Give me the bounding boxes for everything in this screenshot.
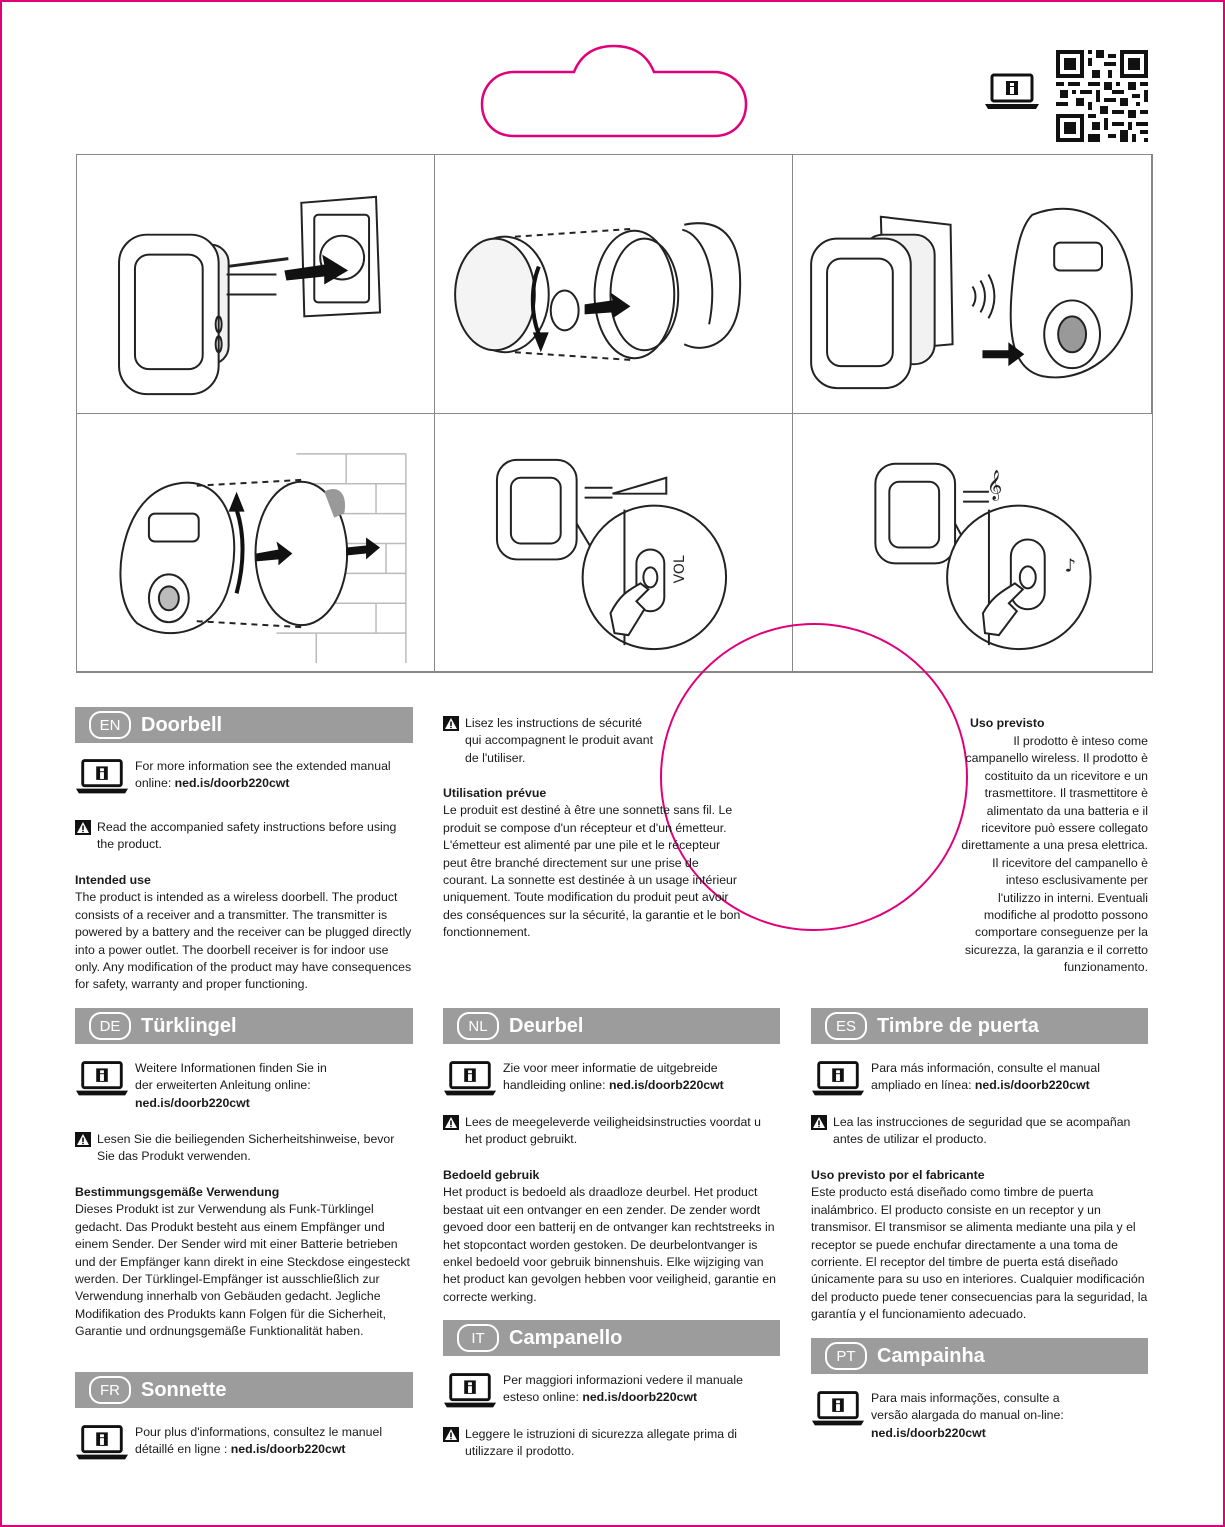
section-header-it bbox=[443, 1320, 780, 1356]
laptop-info-icon bbox=[984, 73, 1040, 111]
section-header-de bbox=[75, 1008, 413, 1044]
intended-heading: Bedoeld gebruik bbox=[443, 1168, 540, 1182]
intended-heading: Bestimmungsgemäße Verwendung bbox=[75, 1185, 280, 1199]
intended-text: Dieses Produkt ist zur Verwendung als Funk-Türklingel gedacht. Das Produkt besteht aus einem Empfänger und einem Sender. Der Sender wird mit einer Batterie betrieben und der Empfänger kann direkt in eine Steckdose eingesteckt werden. Der Türklingel-Empfänger ist ausschließlich zur Verwendung innerhalb von Gebäuden gedacht. Jegliche Modifikation des Produkts kann Folgen für die Sicherheit, Garantie und ordnungsgemäße Funktionalität haben. bbox=[75, 1202, 410, 1339]
intended-use-de bbox=[75, 1184, 415, 1341]
section-title: Doorbell bbox=[141, 713, 223, 736]
section-header-nl bbox=[443, 1008, 780, 1044]
svg-text:♪: ♪ bbox=[1064, 555, 1077, 577]
warning-text: Read the accompanied safety instructions before using the product. bbox=[97, 820, 397, 852]
info-block-pt bbox=[811, 1390, 1148, 1442]
intended-use-nl bbox=[443, 1167, 780, 1306]
lang-badge: DE bbox=[89, 1012, 131, 1040]
intended-use-es bbox=[811, 1167, 1148, 1324]
figure-mount-transmitter bbox=[77, 414, 435, 672]
laptop-info-icon bbox=[443, 1060, 497, 1098]
lang-badge: ES bbox=[825, 1012, 867, 1040]
qr-code-icon bbox=[1056, 50, 1148, 142]
manual-link[interactable]: ned.is/doorb220cwt bbox=[871, 1425, 986, 1440]
section-header-fr bbox=[75, 1372, 413, 1408]
warning-triangle-icon bbox=[75, 820, 91, 835]
manual-link[interactable]: ned.is/doorb220cwt bbox=[974, 1078, 1090, 1093]
laptop-info-icon bbox=[443, 1372, 497, 1410]
warning-es bbox=[811, 1114, 1148, 1149]
info-text: Weitere Informationen finden Sie in der erweiterten Anleitung online: bbox=[135, 1061, 327, 1093]
figure-plug-receiver bbox=[77, 155, 435, 414]
info-block-en bbox=[75, 758, 413, 796]
intended-text: Het product is bedoeld als draadloze deurbel. Het product bestaat uit een ontvanger en een zender. De zender wordt gevoed door een batterij en de ontvanger kan rechtstreeks in het stopcontact worden gestoken. De deurbelontvanger is enkel bedoeld voor gebruik binnenshuis. Elke wijziging van het product kan gevolgen hebben voor veiligheid, garantie en correcte werking. bbox=[443, 1185, 776, 1304]
manual-link[interactable]: ned.is/doorb220cwt bbox=[608, 1078, 724, 1093]
warning-triangle-icon bbox=[443, 716, 459, 731]
info-block-nl bbox=[443, 1060, 780, 1098]
section-header-es bbox=[811, 1008, 1148, 1044]
intended-heading: Intended use bbox=[75, 873, 151, 887]
manual-link[interactable]: ned.is/doorb220cwt bbox=[582, 1390, 698, 1405]
info-text: Zie voor meer informatie de uitgebreide handleiding online: bbox=[503, 1061, 718, 1093]
warning-de bbox=[75, 1131, 413, 1166]
hanger-outline bbox=[478, 44, 750, 140]
intended-heading: Utilisation prévue bbox=[443, 786, 547, 800]
lang-badge: NL bbox=[457, 1012, 499, 1040]
intended-use-fr bbox=[443, 785, 743, 942]
laptop-info-icon bbox=[75, 1424, 129, 1462]
intended-text-it-wrap bbox=[810, 733, 1148, 977]
lang-badge: EN bbox=[89, 711, 131, 739]
section-header-en bbox=[75, 707, 413, 743]
section-title: Campanello bbox=[509, 1326, 623, 1349]
section-title: Türklingel bbox=[141, 1014, 237, 1037]
manual-link[interactable]: ned.is/doorb220cwt bbox=[174, 776, 290, 791]
figure-volume-button bbox=[435, 414, 793, 672]
warning-text: Lisez les instructions de sécurité qui accompagnent le produit avant de l'utiliser. bbox=[465, 716, 653, 765]
warning-it bbox=[443, 1426, 780, 1461]
info-block-it bbox=[443, 1372, 780, 1410]
info-text: Pour plus d'informations, consultez le manuel détaillé en ligne : bbox=[135, 1425, 383, 1457]
figure-insert-battery bbox=[435, 155, 793, 414]
intended-heading: Uso previsto bbox=[970, 716, 1045, 730]
section-title: Campainha bbox=[877, 1344, 985, 1367]
illustration-grid bbox=[76, 154, 1153, 673]
info-text: Para más información, consulte el manual ampliado en línea: bbox=[871, 1061, 1100, 1093]
vol-label: VOL bbox=[672, 555, 689, 584]
lang-badge: IT bbox=[457, 1324, 499, 1352]
section-header-pt bbox=[811, 1338, 1148, 1374]
warning-triangle-icon bbox=[75, 1132, 91, 1147]
svg-text:𝄞: 𝄞 bbox=[986, 470, 1003, 501]
warning-text: Leggere le istruzioni di sicurezza allegate prima di utilizzare il prodotto. bbox=[465, 1427, 738, 1459]
info-block-fr bbox=[75, 1424, 413, 1462]
lang-badge: PT bbox=[825, 1342, 867, 1370]
laptop-info-icon bbox=[75, 1060, 129, 1098]
section-title: Deurbel bbox=[509, 1014, 584, 1037]
warning-text: Lees de meegeleverde veiligheidsinstructies voordat u het product gebruikt. bbox=[465, 1115, 761, 1147]
warning-fr bbox=[443, 715, 653, 767]
intended-text: Le produit est destiné à être une sonnette sans fil. Le produit se compose d'un récepteur et d'un émetteur. L'émetteur est alimenté par une pile et le récepteur peut être branché directement sur une prise de courant. La sonnette est destinée à un usage intérieur uniquement. Toute modification du produit peut avoir des conséquences sur la sécurité, la garantie et le bon fonctionnement. bbox=[443, 803, 741, 940]
manual-link[interactable]: ned.is/doorb220cwt bbox=[230, 1442, 346, 1457]
laptop-info-icon bbox=[75, 758, 129, 796]
warning-triangle-icon bbox=[811, 1115, 827, 1130]
intended-text: Este producto está diseñado como timbre de puerta inalámbrico. El producto consiste en un receptor y un transmisor. El transmisor se alimenta mediante una pila y el receptor se puede enchufar directamente a una toma de corriente. El receptor del timbre de puerta está diseñado únicamente para su uso en interiores. Cualquier modificación del producto puede tener consecuencias para la seguridad, la garantía y el funcionamiento adecuado. bbox=[811, 1185, 1148, 1322]
info-block-es bbox=[811, 1060, 1148, 1098]
manual-link[interactable]: ned.is/doorb220cwt bbox=[135, 1095, 250, 1110]
laptop-info-icon bbox=[811, 1390, 865, 1428]
intended-text: Il prodotto è inteso come campanello wireless. Il prodotto è costituito da un ricevitore e un trasmettitore. Il trasmettitore è alimentato da una batteria e il ricevitore può essere collegato direttamente a una presa elettrica. Il ricevitore del campanello è inteso esclusivamente per l'utilizzo in interni. Eventuali modifiche al prodotto possono comportare conseguenze per la sicurezza, la garanzia e il corretto funzionamento. bbox=[961, 734, 1148, 975]
info-text: For more information see the extended manual online: bbox=[135, 759, 391, 791]
intended-heading: Uso previsto por el fabricante bbox=[811, 1168, 985, 1182]
info-text: Per maggiori informazioni vedere il manuale esteso online: bbox=[503, 1373, 743, 1405]
warning-triangle-icon bbox=[443, 1427, 459, 1442]
warning-text: Lesen Sie die beiliegenden Sicherheitshinweise, bevor Sie das Produkt verwenden. bbox=[97, 1132, 395, 1164]
info-block-de bbox=[75, 1060, 413, 1112]
warning-en bbox=[75, 819, 413, 854]
section-title: Timbre de puerta bbox=[877, 1014, 1039, 1037]
warning-text: Lea las instrucciones de seguridad que se acompañan antes de utilizar el producto. bbox=[833, 1115, 1131, 1147]
intended-use-en bbox=[75, 872, 415, 994]
intended-text: The product is intended as a wireless doorbell. The product consists of a receiver and a transmitter. The transmitter is powered by a battery and the receiver can be plugged directly into a power outlet. The doorbell receiver is for indoor use only. Any modification of the product may have consequences for safety, warranty and proper functioning. bbox=[75, 890, 412, 992]
warning-nl bbox=[443, 1114, 780, 1149]
lang-badge: FR bbox=[89, 1376, 131, 1404]
figure-pair-transmitter bbox=[793, 155, 1152, 414]
intended-use-it bbox=[970, 715, 1148, 732]
warning-triangle-icon bbox=[443, 1115, 459, 1130]
info-text: Para mais informações, consulte a versão alargada do manual on-line: bbox=[871, 1391, 1064, 1423]
laptop-info-icon bbox=[811, 1060, 865, 1098]
section-title: Sonnette bbox=[141, 1378, 227, 1401]
